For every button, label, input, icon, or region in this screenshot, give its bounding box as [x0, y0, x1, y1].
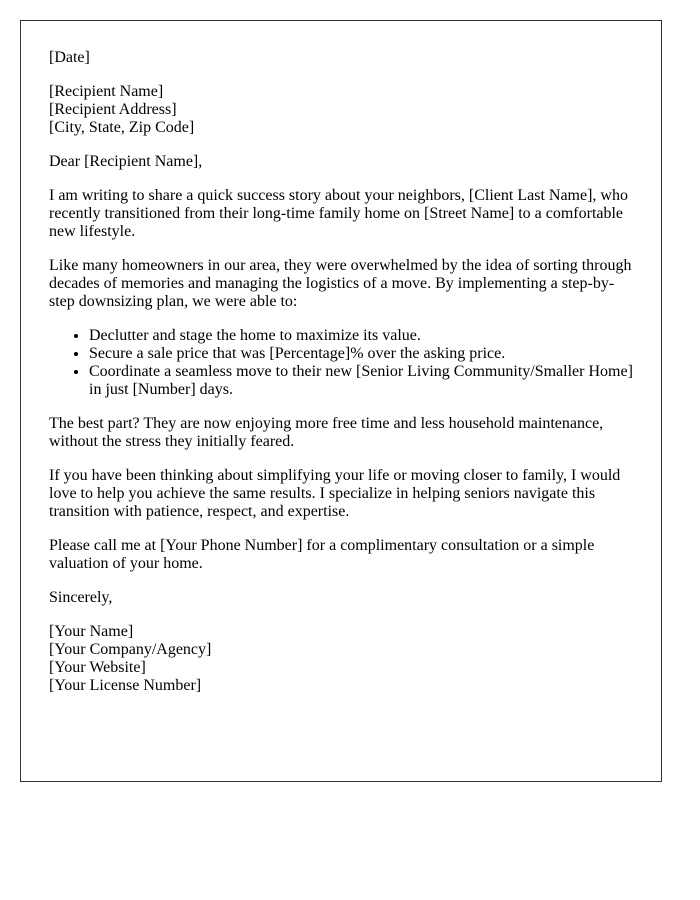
recipient-block: [49, 83, 633, 137]
closing: Sincerely,: [49, 589, 113, 606]
signature-license: [Your License Number]: [49, 677, 202, 694]
paragraph: I am writing to share a quick success story about your neighbors, [Client Last Name], who recently transitioned from their long-time family home on [Street Name] to a comfortable new lifestyle.: [49, 187, 628, 240]
paragraph: Like many homeowners in our area, they were overwhelmed by the idea of sorting through decades of memories and managing the logistics of a move. By implementing a step-by-step downsizing plan, we were able to:: [49, 257, 632, 310]
letter: [20, 20, 662, 782]
salutation: Dear [Recipient Name],: [49, 153, 203, 170]
recipient-city: [City, State, Zip Code]: [49, 119, 195, 136]
recipient-address: [Recipient Address]: [49, 101, 177, 118]
paragraph: The best part? They are now enjoying more free time and less household maintenance, without the stress they initially feared.: [49, 415, 604, 450]
list-item: • Coordinate a seamless move to their new [Senior Living Community/Smaller Home] in just [Number] days.: [89, 363, 633, 399]
paragraph: If you have been thinking about simplifying your life or moving closer to family, I would love to help you achieve the same results. I specialize in helping seniors navigate this transition with patience, respect, and expertise.: [49, 467, 621, 520]
bullet-list: [49, 327, 633, 399]
paragraph: Please call me at [Your Phone Number] for a complimentary consultation or a simple valuation of your home.: [49, 537, 595, 572]
signature-company: [Your Company/Agency]: [49, 641, 212, 658]
recipient-name: [Recipient Name]: [49, 83, 164, 100]
date: [Date]: [49, 49, 90, 66]
signature-name: [Your Name]: [49, 623, 134, 640]
list-item: • Declutter and stage the home to maximize its value.: [89, 327, 633, 345]
list-item: • Secure a sale price that was [Percentage]% over the asking price.: [89, 345, 633, 363]
signature-block: [49, 623, 633, 695]
signature-website: [Your Website]: [49, 659, 146, 676]
